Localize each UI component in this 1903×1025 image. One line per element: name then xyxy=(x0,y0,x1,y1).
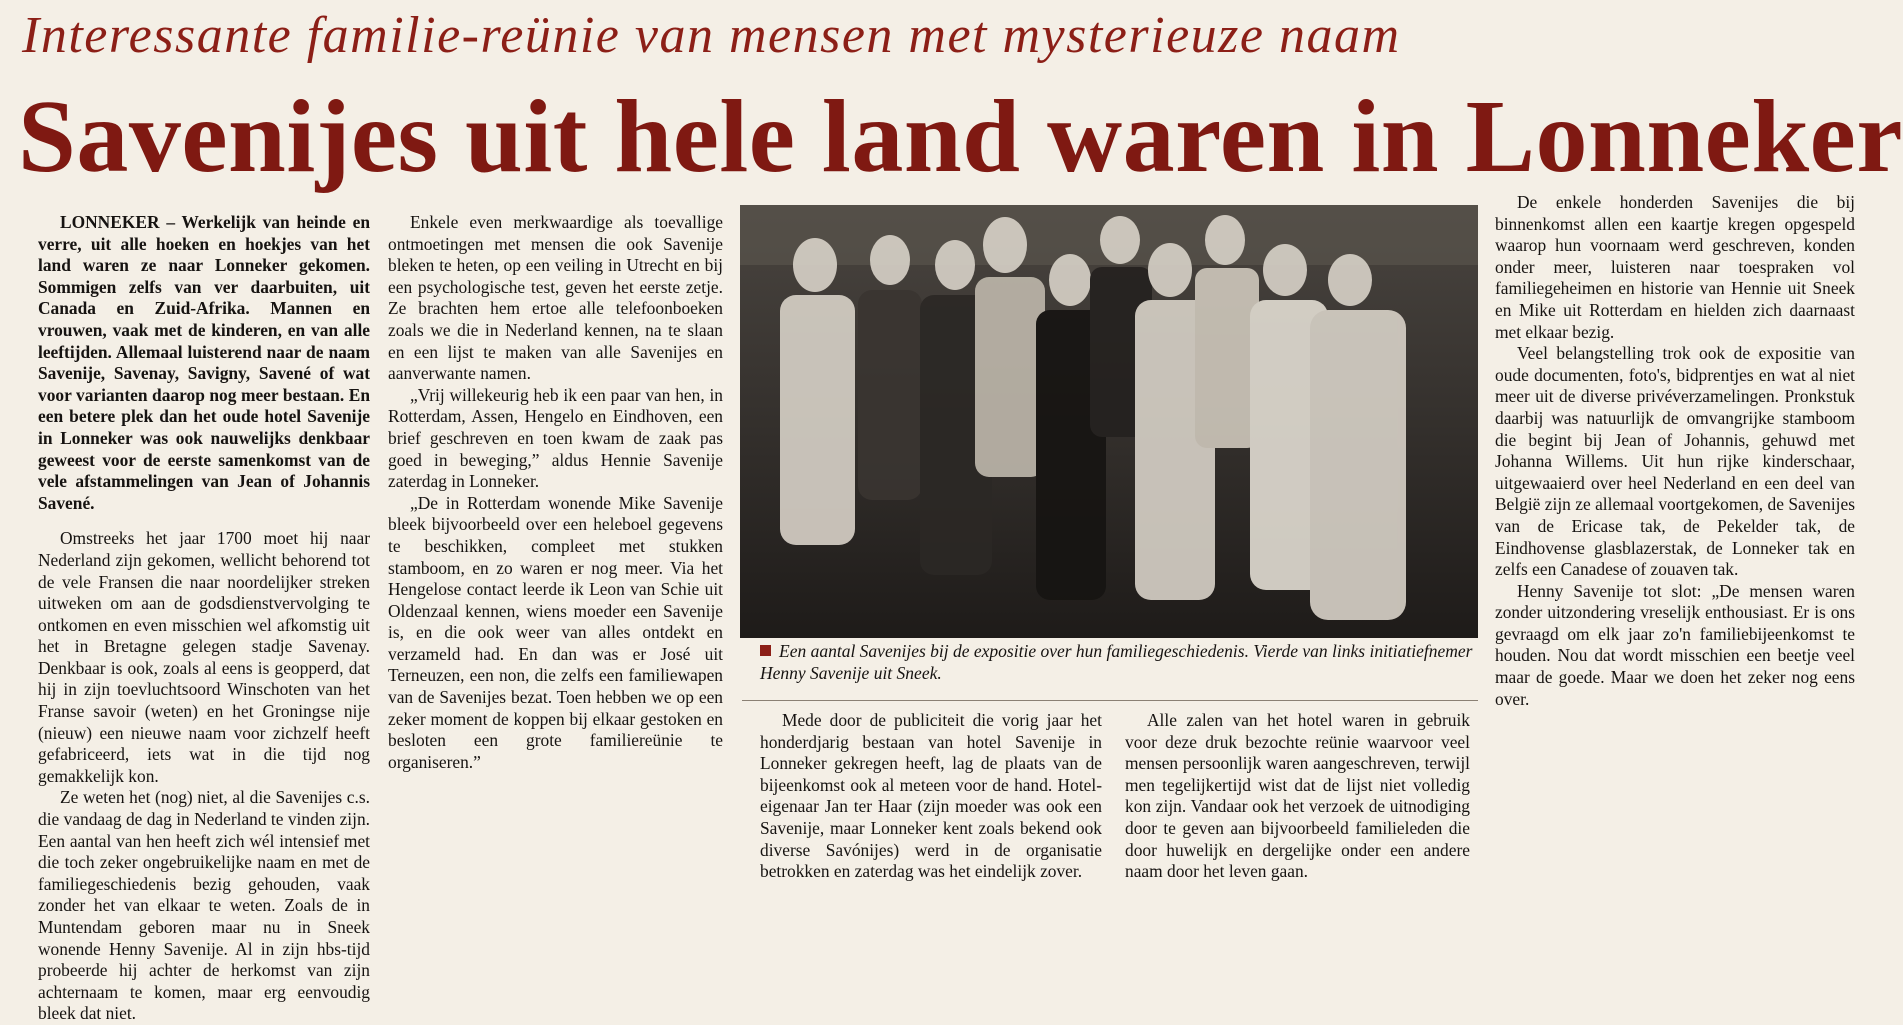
body-paragraph: De enkele honderden Savenijes die bij binnenkomst allen een kaartje kregen opgespeld waarop hun voornaam werd geschreven, konden onder meer, luisteren naar toespraken vol familiegeheimen en historie van Hennie uit Sneek en Mike uit Rotterdam en hielden zich daarnaast met elkaar bezig. xyxy=(1495,192,1855,342)
body-paragraph: Alle zalen van het hotel waren in gebruik voor deze druk bezochte reünie waarvoor veel mensen persoonlijk waren aangeschreven, terwijl men tegelijkertijd wist dat de lijst niet volledig kon zijn. Vandaar ook het verzoek de uitnodiging door te geven aan bijvoorbeeld familieleden die door huwelijk en dergelijke onder een andere naam door het leven gaan. xyxy=(1125,710,1470,882)
body-paragraph: Mede door de publiciteit die vorig jaar het honderdjarig bestaan van hotel Savenije in Lonneker gekregen heeft, lag de plaats van de bijeenkomst ook al meteen voor de hand. Hotel-eigenaar Jan ter Haar (zijn moeder was ook een Savenije, maar Lonneker kent zoals bekend ook diverse Savónijes) werd in de organisatie betrokken en zaterdag was het eindelijk zover. xyxy=(760,710,1102,882)
body-paragraph: Enkele even merkwaardige als toevallige ontmoetingen met mensen die ook Savenije bleken te heten, op een veiling in Utrecht en bij een psychologische test, geven het eerste zetje. Ze brachten hem ertoe alle telefoonboeken zoals we die in Nederland kennen, na te slaan en een lijst te maken van alle Savenijes en aanverwante namen. xyxy=(388,212,723,384)
body-paragraph: Henny Savenije tot slot: „De mensen waren zonder uitzondering vreselijk enthousiast. Er is ons gevraagd om elk jaar zo'n familiebijeenkomst te houden. Nou dat wordt misschien een beetje veel maar de goede. Maar we doen het zeker nog eens over. xyxy=(1495,580,1855,709)
column-2 xyxy=(388,212,723,867)
body-paragraph: Omstreeks het jaar 1700 moet hij naar Nederland zijn gekomen, wellicht behorend tot de vele Fransen die naar noordelijker streken uitweken om aan de godsdienstvervolging te ontkomen en even misschien wel afkomstig uit het in Bretagne gelegen stadje Savenay. Denkbaar is ook, zoals al eens is geopperd, dat hij in zijn toevluchtsoord Winschoten van het Franse savoir (weten) en het Groningse nije (nieuw) een nieuwe naam voor zichzelf heeft gefabriceerd, iets wat in die tijd nog gemakkelijk kon. xyxy=(38,528,370,786)
lead-paragraph: LONNEKER – Werkelijk van heinde en verre, uit alle hoeken en hoekjes van het land waren ze naar Lonneker gekomen. Sommigen zelfs van ver daarbuiten, uit Canada en Zuid-Afrika. Mannen en vrouwen, vaak met de kinderen, en van alle leeftijden. Allemaal luisterend naar de naam Savenije, Savenay, Savigny, Savené of wat voor varianten daarop nog meer bestaan. En een betere plek dan het oude hotel Savenije in Lonneker was ook nauwelijks denkbaar geweest voor de eerste samenkomst van de vele afstammelingen van Jean of Johannis Savené. xyxy=(38,212,370,513)
article-kicker: Interessante familie-reünie van mensen met mysterieuze naam xyxy=(22,7,1401,64)
caption-text: Een aantal Savenijes bij de expositie over hun familiegeschiedenis. Vierde van links initiatiefnemer Henny Savenije uit Sneek. xyxy=(760,641,1473,683)
column-3 xyxy=(760,710,1102,882)
body-paragraph: Veel belangstelling trok ook de expositie van oude documenten, foto's, bidprentjes en wat al niet meer uit de diverse privéverzamelingen. Pronkstuk daarbij was natuurlijk de omvangrijke stamboom die begint bij Jean of Johannis, gehuwd met Johanna Willems. Uit hun rijke kinderschaar, uitgewaaierd over heel Nederland en een deel van België zijn ze allemaal voortgekomen, de Savenijes van de Ericase tak, de Pekelder tak, de Eindhovense glasblazerstak, de Lonneker tak en zelfs een Canadese of zouaven tak. xyxy=(1495,343,1855,580)
caption-divider xyxy=(742,700,1478,701)
body-paragraph: „Vrij willekeurig heb ik een paar van hen, in Rotterdam, Assen, Hengelo en Eindhoven, een brief geschreven en toen kwam de zaak pas goed in beweging,” aldus Hennie Savenije zaterdag in Lonneker. xyxy=(388,384,723,492)
body-paragraph: Ze weten het (nog) niet, al die Savenijes c.s. die vandaag de dag in Nederland te vinden zijn. Een aantal van hen heeft zich wél intensief met die toch zeker ongebruikelijke naam en met de familiegeschiedenis bezig gehouden, vaak zonder het van elkaar te weten. Zoals de in Muntendam geboren maar nu in Sneek wonende Henny Savenije. Al in zijn hbs-tijd probeerde hij achter de herkomst van zijn achternaam te komen, maar erg eenvoudig bleek dat niet. xyxy=(38,787,370,1024)
column-6 xyxy=(1495,192,1855,867)
article-headline: Savenijes uit hele land waren in Lonneker xyxy=(18,79,1903,194)
photo-caption xyxy=(760,640,1480,684)
column-4 xyxy=(1125,710,1470,882)
body-paragraph: „De in Rotterdam wonende Mike Savenije bleek bijvoorbeeld over een heleboel gegevens te beschikken, compleet met stukken stamboom, en zo waren er nog meer. Via het Hengelose contact leerde ik Leon van Schie uit Oldenzaal kennen, wiens moeder een Savenije is, en die ook weer van alles ontdekt en verzameld had. En dan was er José uit Terneuzen, een non, die zelfs een familiewapen van de Savenijes bezat. Toen hebben we op een zeker moment de koppen bij elkaar gestoken en besloten een grote familiereünie te organiseren.” xyxy=(388,492,723,772)
group-photo xyxy=(740,205,1478,638)
square-bullet-icon xyxy=(760,645,771,656)
column-1 xyxy=(38,212,370,1024)
group-photo-illustration xyxy=(740,205,1478,638)
